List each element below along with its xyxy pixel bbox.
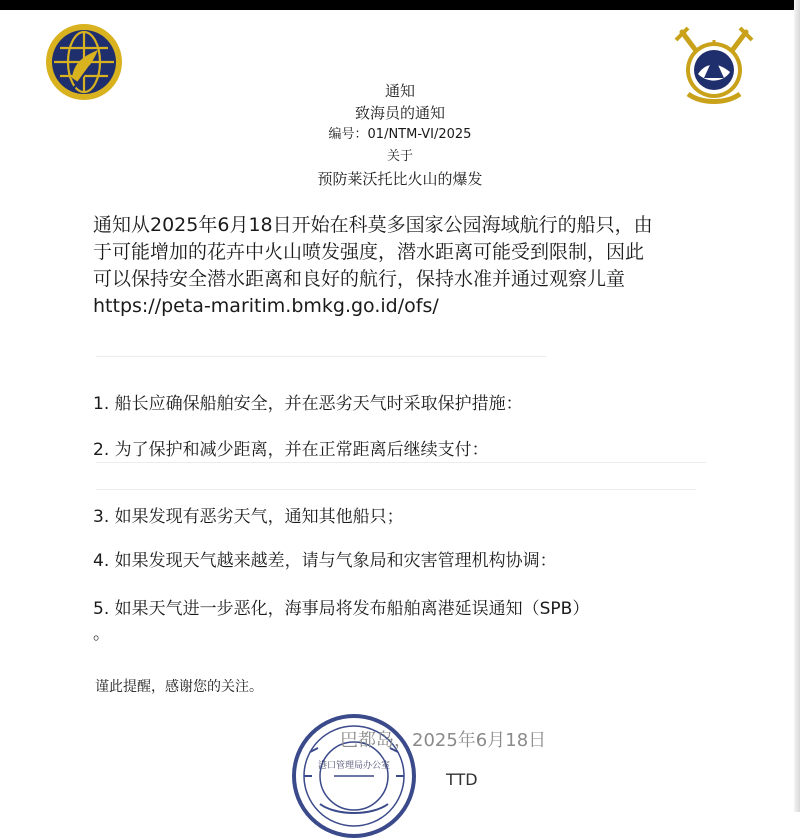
notice-topic: 预防莱沃托比火山的爆发 (317, 170, 483, 188)
closing-remark: 谨此提醒，感谢您的关注。 (95, 679, 263, 695)
scan-artifact-line (96, 489, 696, 490)
place-date: 巴都岛，2025年6月18日 (340, 730, 547, 751)
intro-line: 可以保持安全潜水距离和良好的航行，保持水准并通过观察儿童 (93, 268, 626, 290)
notice-about-label: 关于 (386, 149, 413, 164)
list-item: 1. 船长应确保船舶安全，并在恶劣天气时采取保护措施： (93, 394, 523, 414)
list-item: 5. 如果天气进一步恶化，海事局将发布船舶离港延误通知（SPB） (93, 599, 590, 619)
intro-line: 通知从2025年6月18日开始在科莫多国家公园海域航行的船只，由 (93, 214, 653, 236)
intro-line: 于可能增加的花卉中火山喷发强度，潜水距离可能受到限制，因此 (93, 241, 645, 263)
scan-artifact-line (96, 356, 546, 357)
intro-paragraph (93, 212, 723, 320)
scan-artifact-line (96, 462, 706, 463)
notice-title: 通知 (384, 82, 415, 100)
notice-header (0, 80, 800, 190)
top-black-bar (0, 0, 800, 10)
list-item: 4. 如果发现天气越来越差，请与气象局和灾害管理机构协调： (93, 551, 557, 571)
stamp-office-label: 港口管理局办公室 (318, 761, 391, 771)
list-item-continuation: 。 (93, 624, 110, 644)
notice-number: 编号：01/NTM-VI/2025 (328, 127, 472, 142)
intro-link[interactable]: https://peta-maritim.bmkg.go.id/ofs/ (93, 295, 439, 317)
list-item: 3. 如果发现有恶劣天气，通知其他船只； (93, 507, 404, 527)
signature-ttd: TTD (446, 770, 478, 789)
notice-subtitle: 致海员的通知 (354, 104, 445, 122)
list-item: 2. 为了保护和减少距离，并在正常距离后继续支付： (93, 440, 489, 460)
